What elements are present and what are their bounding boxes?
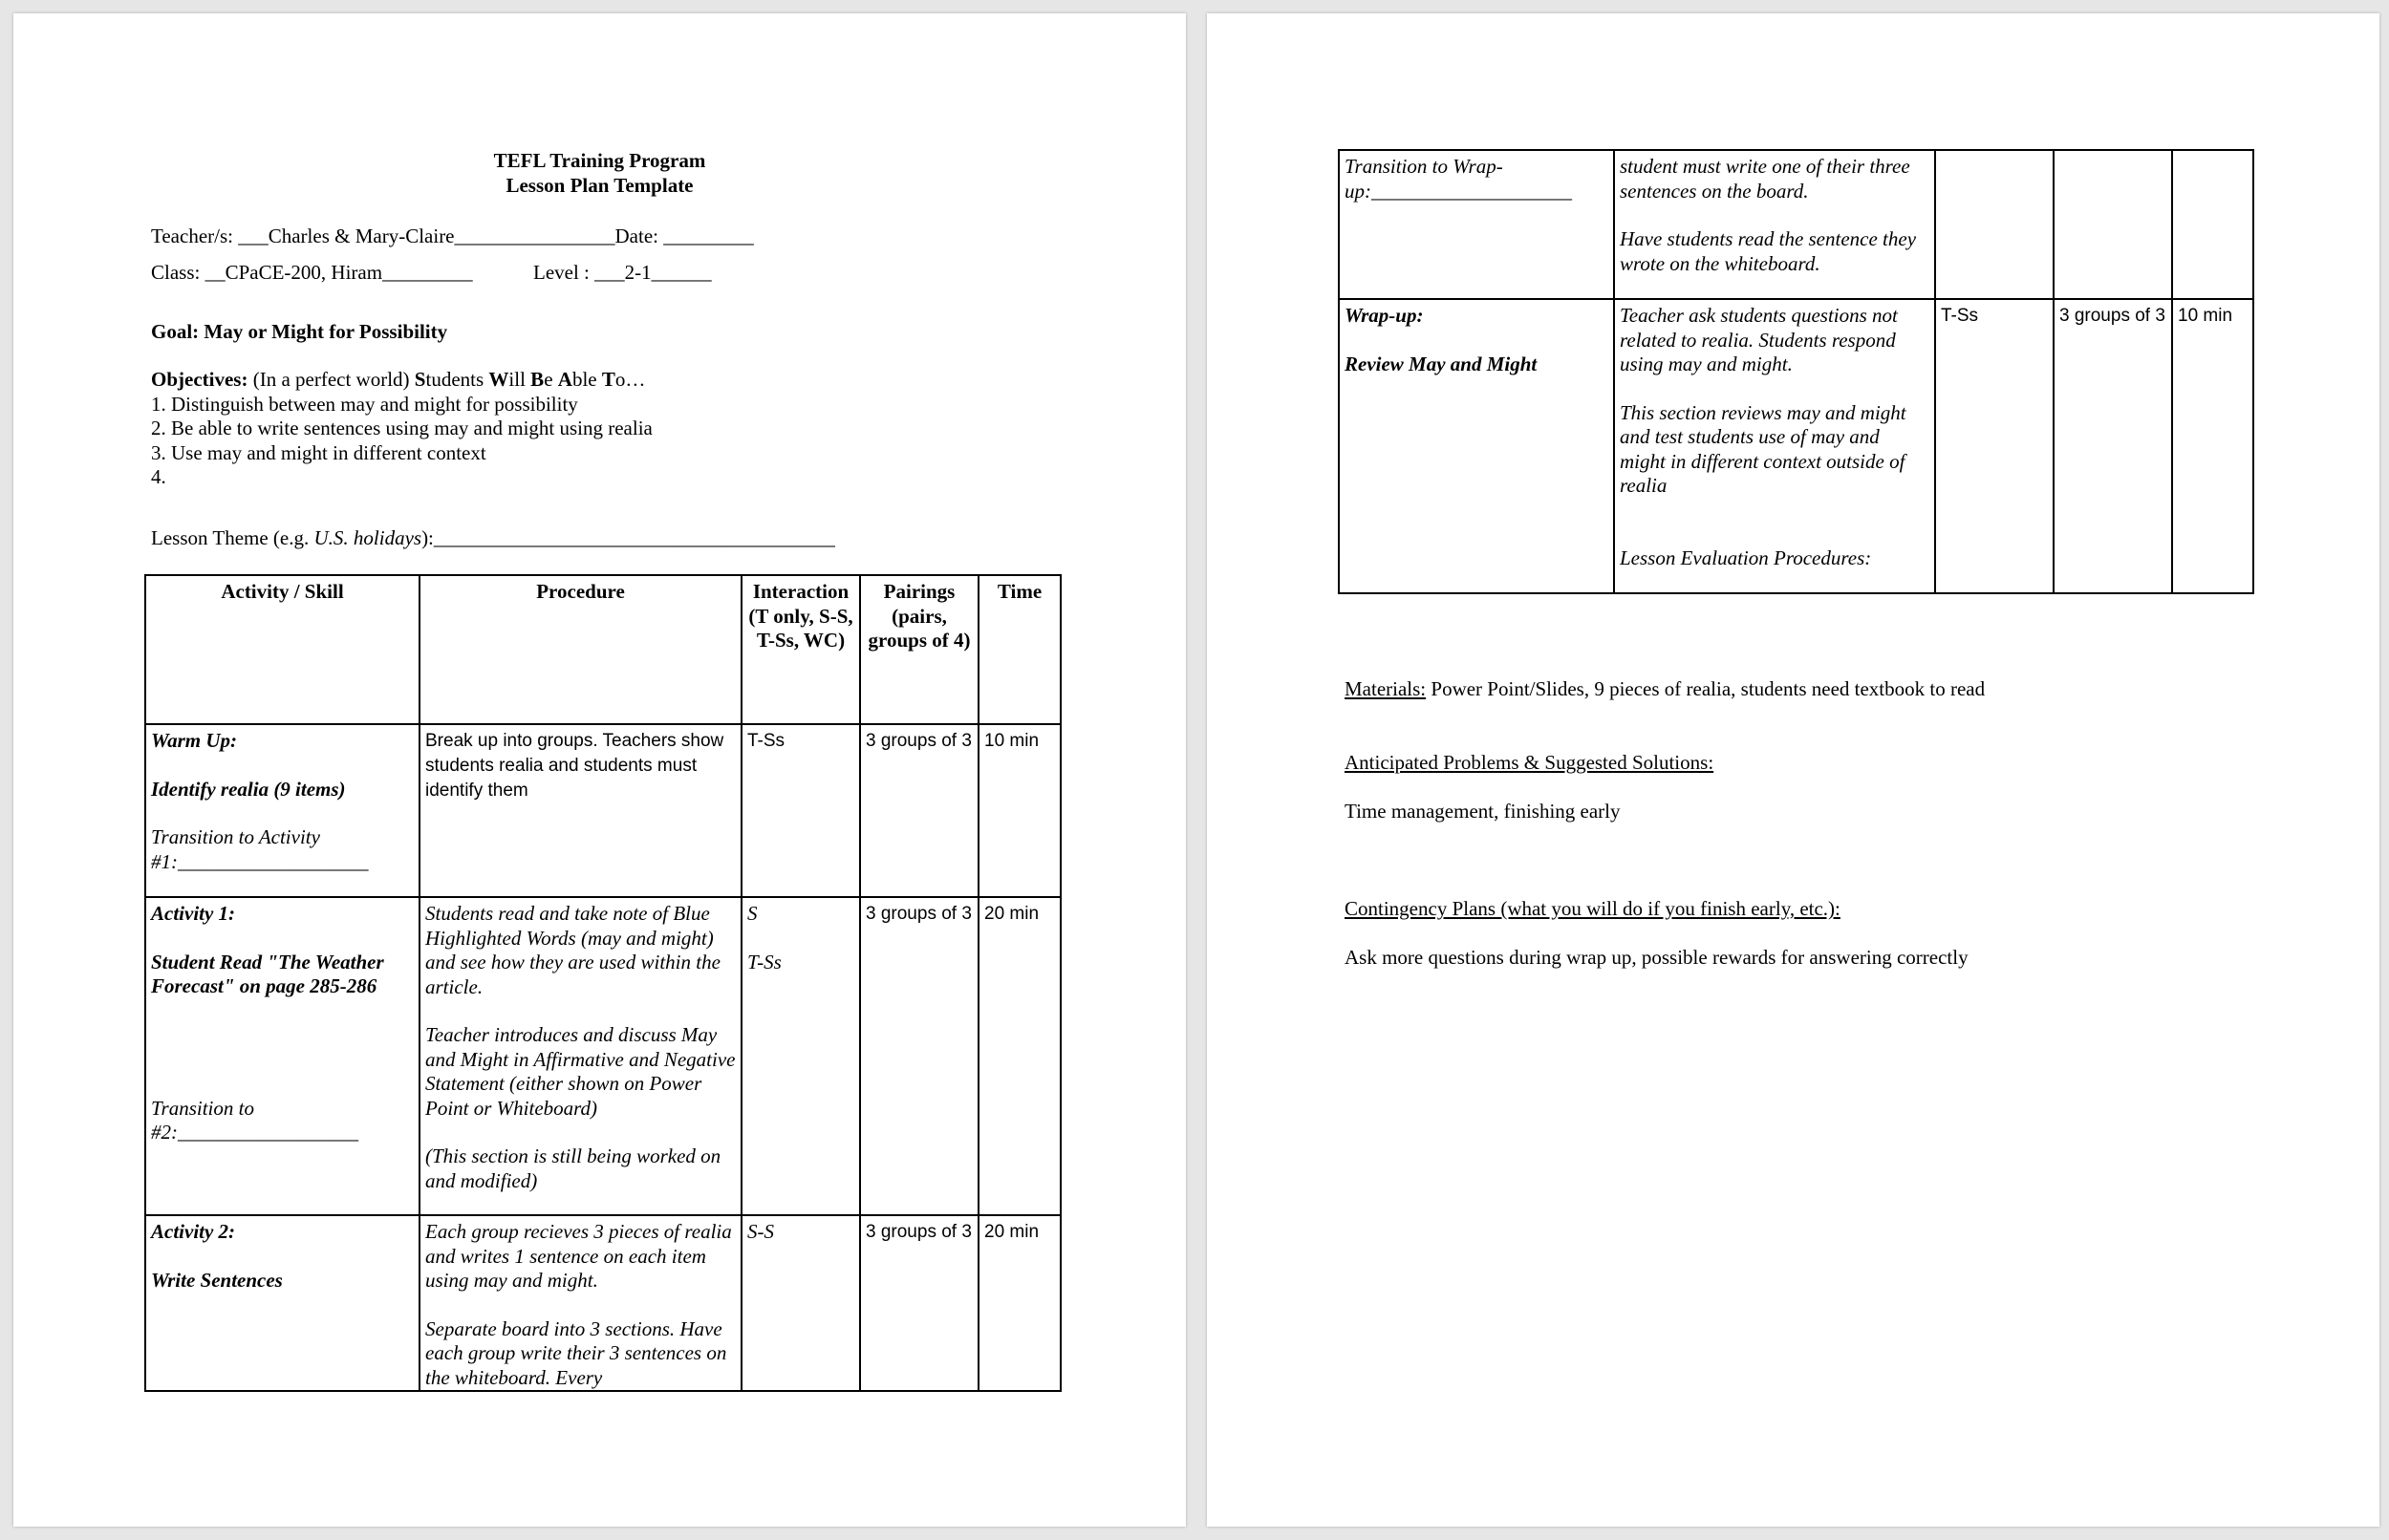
transition-wrapup-label: Transition to Wrap-up:____________________ [1339,150,1614,299]
warmup-time: 10 min [979,724,1061,897]
objectives-initial: S [414,368,426,391]
objectives-word: ill [508,368,531,391]
wrapup-pairings: 3 groups of 3 [2054,299,2172,593]
objectives-word: o… [614,368,646,391]
objectives-heading [151,368,645,392]
objective-item: 2. Be able to write sentences using may and might using realia [151,417,653,439]
contingency-heading: Contingency Plans (what you will do if you finish early, etc.): [1345,897,1840,920]
warmup-name: Identify realia (9 items) [151,777,346,801]
table-row-activity1 [145,897,1061,1215]
activity2-name: Write Sentences [151,1268,283,1292]
transition-wrapup-interaction [1935,150,2054,299]
wrapup-name: Review May and Might [1345,352,1538,375]
wrapup-procedure-p2: This section reviews may and might and test students use of may and might in different context outside of realia [1620,400,1906,497]
transition-wrapup-time [2172,150,2253,299]
wrapup-activity-cell [1339,299,1614,593]
wrapup-procedure-p3: Lesson Evaluation Procedures: [1620,545,1872,569]
problems-text: Time management, finishing early [1345,800,1621,823]
table-row-warmup [145,724,1061,897]
activity1-pairings: 3 groups of 3 [860,897,979,1215]
activity1-activity-cell [145,897,420,1215]
activity2-procedure-p1: Each group recieves 3 pieces of realia and writes 1 sentence on each item using may and might. [425,1220,732,1292]
materials-line [1345,677,1985,701]
transition-wrapup-pairings [2054,150,2172,299]
header-interaction: Interaction (T only, S-S, T-Ss, WC) [742,575,860,724]
warmup-interaction: T-Ss [742,724,860,897]
document-page-2 [1207,13,2379,1527]
header-time: Time [979,575,1061,724]
lesson-theme-example: U.S. holidays [313,526,422,549]
objectives-initial: B [530,368,545,391]
wrapup-procedure-cell [1614,299,1935,593]
header-procedure: Procedure [420,575,742,724]
activity1-procedure-cell [420,897,742,1215]
objectives-label: Objectives: [151,368,248,391]
activity1-procedure-p3: (This section is still being worked on and modified) [425,1144,721,1192]
objective-item: 1. Distinguish between may and might for possibility [151,393,578,416]
table-row-activity2 [145,1215,1061,1391]
header-activity: Activity / Skill [145,575,420,724]
table-row-wrapup [1339,299,2253,593]
warmup-transition: Transition to Activity #1:___________________ [151,825,369,873]
wrapup-interaction: T-Ss [1935,299,2054,593]
activity1-interaction-1: S [747,902,758,925]
warmup-pairings: 3 groups of 3 [860,724,979,897]
lesson-theme [151,526,835,550]
contingency-text: Ask more questions during wrap up, possible rewards for answering correctly [1345,946,1969,969]
transition-wrapup-procedure-cell [1614,150,1935,299]
activity1-procedure-p2: Teacher introduces and discuss May and Might in Affirmative and Negative Statement (either shown on Power Point or Whiteboard) [425,1023,736,1120]
activity1-label: Activity 1: [151,902,236,925]
transition-wrapup-procedure-p2: Have students read the sentence they wrote on the whiteboard. [1620,227,1917,275]
wrapup-procedure-p1: Teacher ask students questions not related to realia. Students respond using may and might. [1620,304,1898,375]
activity2-pairings: 3 groups of 3 [860,1215,979,1391]
warmup-activity-cell [145,724,420,897]
teacher-line: Teacher/s: ___Charles & Mary-Claire________________Date: _________ [151,225,754,247]
activity1-time: 20 min [979,897,1061,1215]
objectives-initial: A [557,368,572,391]
class-line: Class: __CPaCE-200, Hiram_________ [151,261,473,284]
activity2-label: Activity 2: [151,1220,236,1243]
activity2-procedure-cell [420,1215,742,1391]
warmup-label: Warm Up: [151,729,238,752]
objective-item: 4. [151,465,166,488]
document-title: TEFL Training Program [493,149,706,172]
objectives-initial: T [601,368,615,391]
lesson-goal: Goal: May or Might for Possibility [151,320,448,343]
activity2-procedure-p2: Separate board into 3 sections. Have each group write their 3 sentences on the whiteboard. Every [425,1316,727,1389]
lesson-theme-prefix: Lesson Theme (e.g. [151,526,314,549]
wrapup-time: 10 min [2172,299,2253,593]
materials-label: Materials: [1345,677,1427,700]
lesson-theme-suffix: ):________________________________________ [421,526,835,549]
table-header-row [145,575,1061,724]
activity1-interaction-2: T-Ss [747,950,782,973]
objective-item: 3. Use may and might in different context [151,441,486,464]
level-line: Level : ___2-1______ [533,261,712,284]
activity2-time: 20 min [979,1215,1061,1391]
lesson-plan-table [144,574,1062,1392]
objectives-word: tudents [425,368,489,391]
objectives-initial: W [488,368,509,391]
activity2-interaction: S-S [742,1215,860,1391]
wrapup-label: Wrap-up: [1345,304,1424,327]
table-row-transition-wrapup [1339,150,2253,299]
materials-text: Power Point/Slides, 9 pieces of realia, students need textbook to read [1426,677,1986,700]
transition-wrapup-procedure-p1: student must write one of their three sentences on the board. [1620,155,1910,203]
objectives-word: ble [571,368,602,391]
objectives-word: e [544,368,558,391]
activity1-name: Student Read "The Weather Forecast" on page 285-286 [151,950,384,997]
document-page-1 [13,13,1186,1527]
header-pairings: Pairings (pairs, groups of 4) [860,575,979,724]
activity2-activity-cell [145,1215,420,1391]
activity1-interaction-cell [742,897,860,1215]
activity1-transition: Transition to #2:__________________ [151,1096,358,1144]
problems-heading: Anticipated Problems & Suggested Solutions: [1345,751,1714,774]
activity1-procedure-p1: Students read and take note of Blue Highlighted Words (may and might) and see how they are used within the article. [425,902,721,998]
warmup-procedure: Break up into groups. Teachers show students realia and students must identify them [420,724,742,897]
lesson-plan-table-continued [1338,149,2254,594]
objectives-intro: (In a perfect world) [252,368,415,391]
document-subtitle: Lesson Plan Template [506,174,694,197]
